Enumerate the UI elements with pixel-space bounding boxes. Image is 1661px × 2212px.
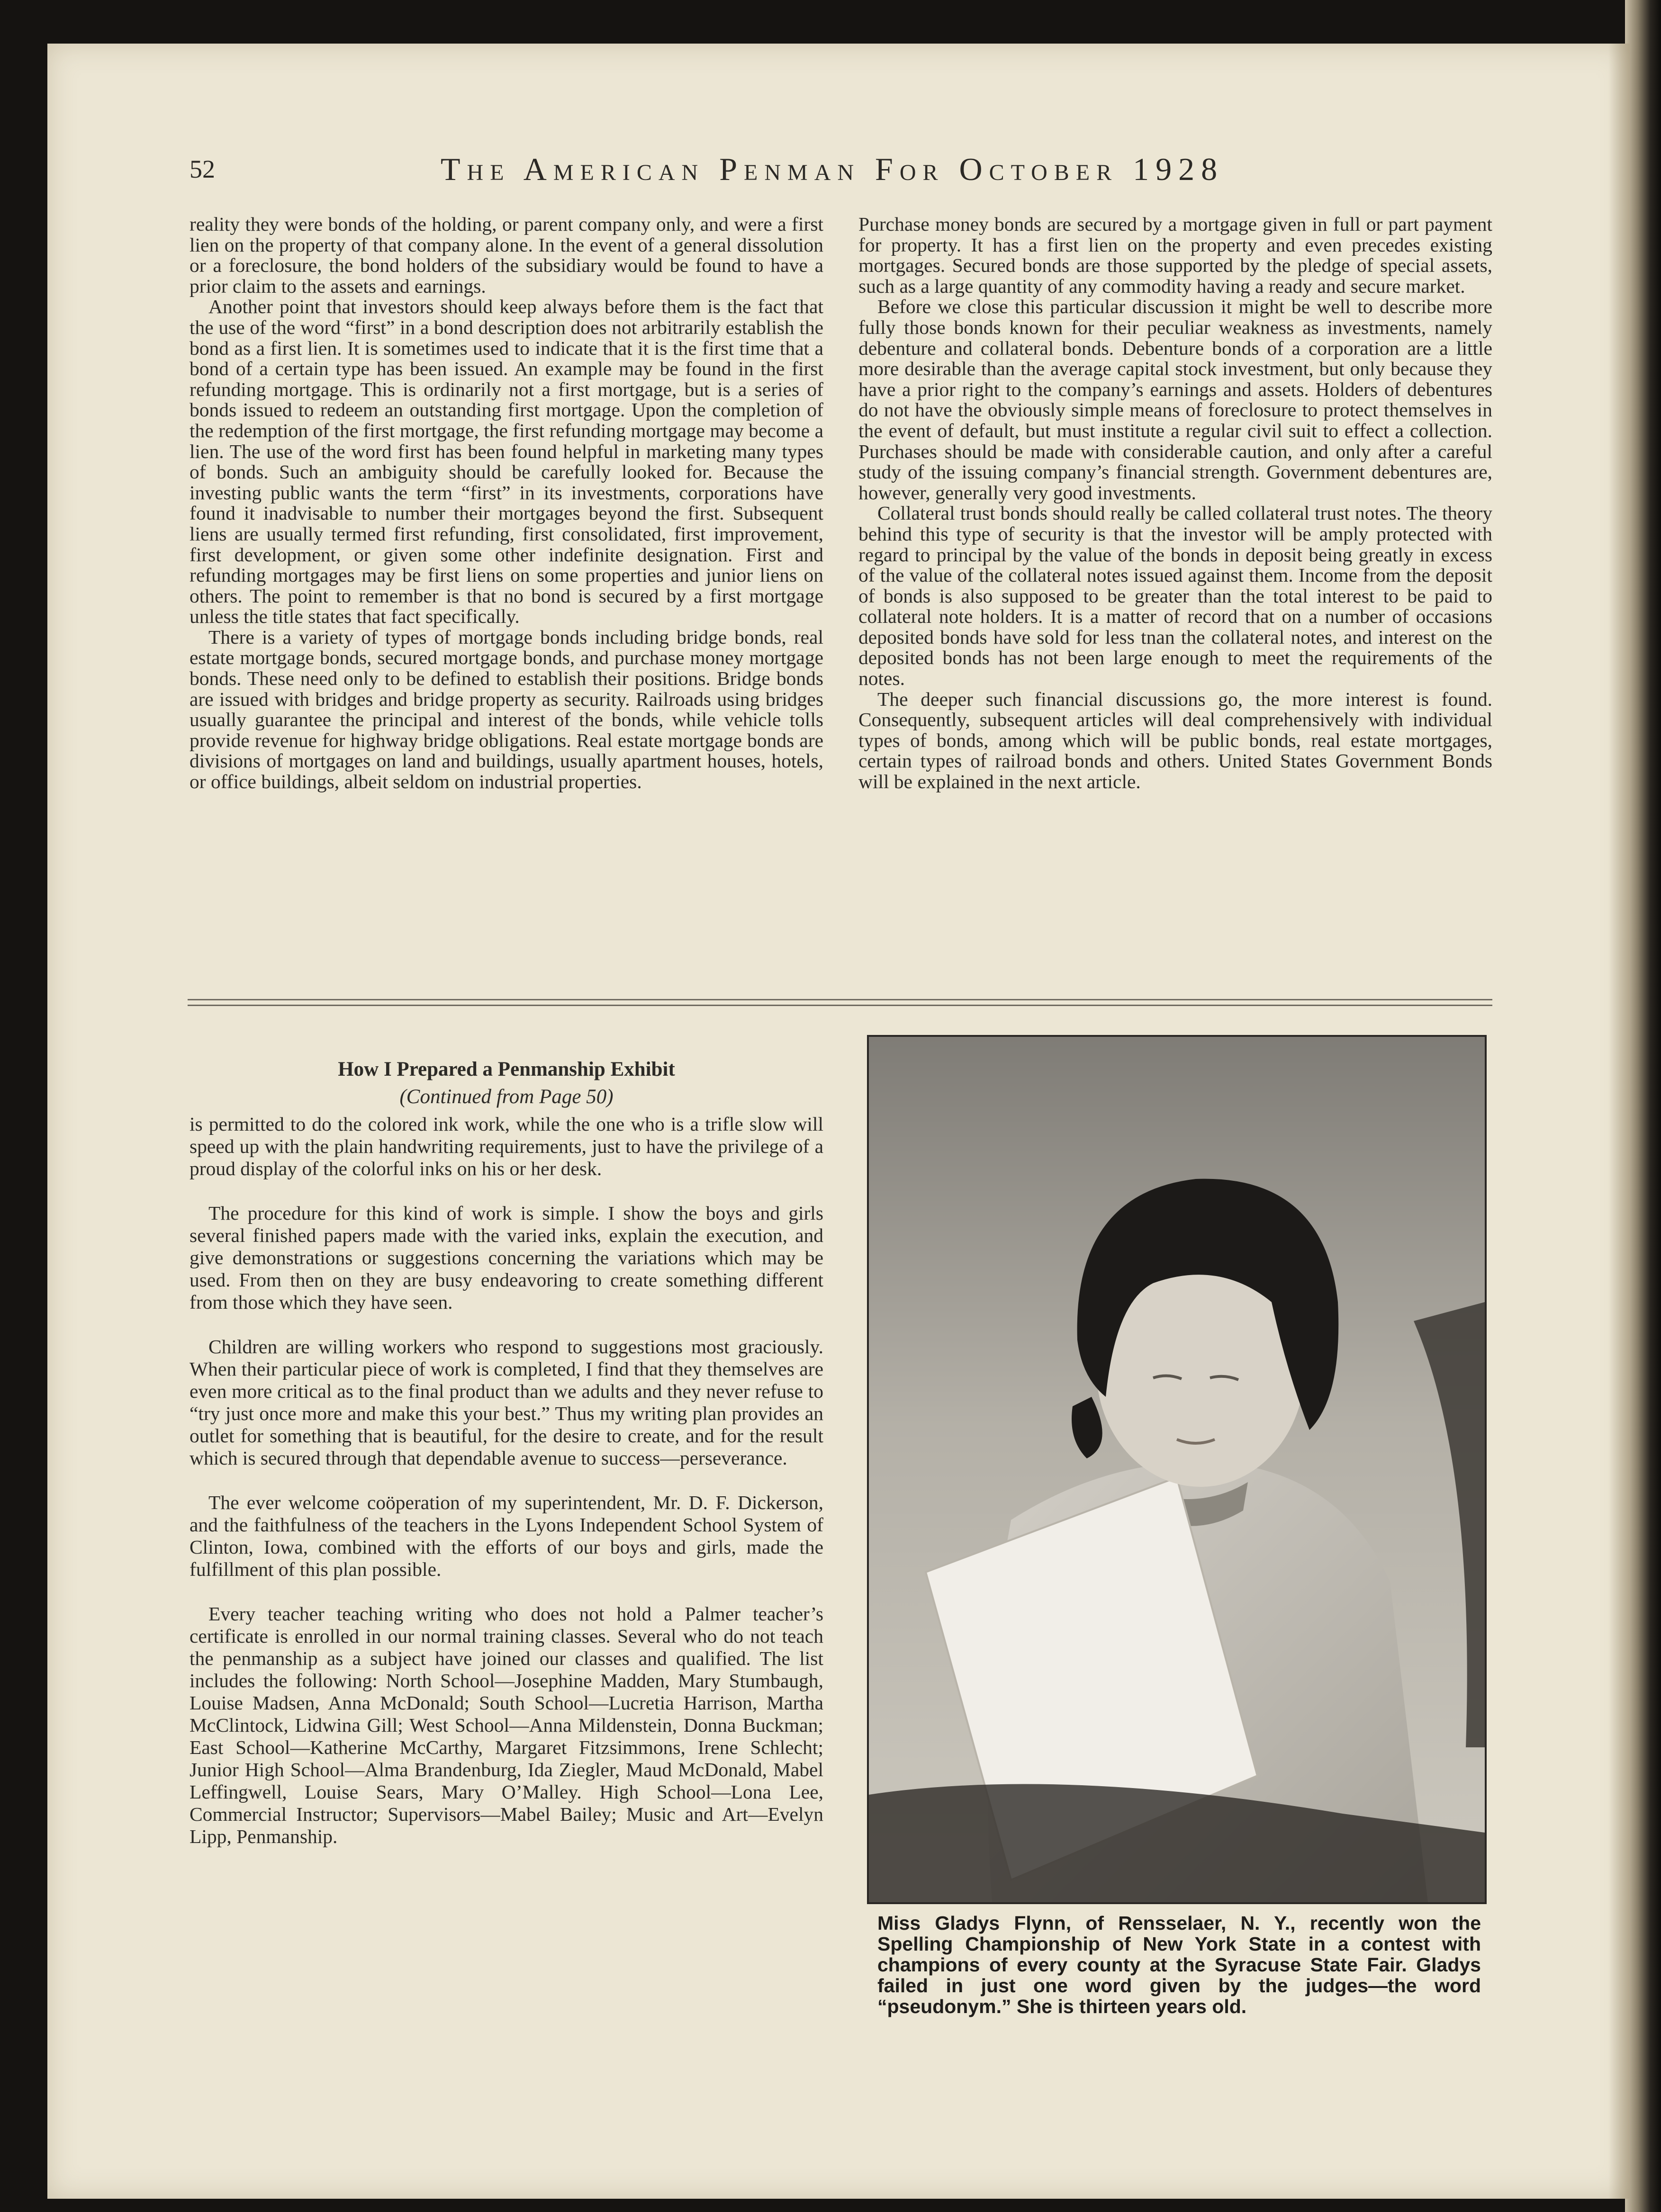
- paragraph: is permitted to do the colored ink work, while the one who is a trifle slow will speed up with the plain handwriting requirements, just to have the privilege of a proud display of the colorful inks on his or her desk.: [190, 1113, 823, 1179]
- paragraph: Every teacher teaching writing who does not hold a Palmer teacher’s certificate is enrolled in our normal training classes. Several who do not teach the penmanship as a subject have joined our classes and qualified. The list includes the following: North School—Josephine Madden, Mary Stumbaugh, Louise Madsen, Anna McDonald; South School—Lucretia Harrison, Martha McClintock, Lidwina Gill; West School—Anna Mildenstein, Donna Buckman; East School—Katherine McCarthy, Margaret Fitzsimmons, Irene Schlecht; Junior High School—Alma Brandenburg, Ida Ziegler, Maud McDonald, Mabel Leffingwell, Louise Sears, Mary O’Malley. High School—Lona Lee, Commercial Instructor; Supervisors—Mabel Bailey; Music and Art—Evelyn Lipp, Penmanship.: [190, 1603, 823, 1847]
- paragraph: There is a variety of types of mortgage bonds including bridge bonds, real estate mortgage bonds, secured mortgage bonds, and purchase money mortgage bonds. These need only to be defined to establish their positions. Bridge bonds are issued with bridges and bridge property as security. Railroads using bridges usually guarantee the principal and interest of the bonds, while vehicle tolls provide revenue for highway bridge obligations. Real estate mortgage bonds are divisions of mortgages on land and buildings, usually apartment houses, hotels, or office buildings, albeit seldom on industrial properties.: [190, 626, 823, 793]
- section-divider-rule: [188, 999, 1492, 1000]
- paragraph: Before we close this particular discussion it might be well to describe more fully those bonds known for their peculiar weakness as investments, namely debenture and collateral bonds. Debenture bonds of a corporation are a little more desirable than the average capital stock investment, but only because they have a prior right to the company’s earnings and assets. Holders of debentures do not have the obviously simple means of foreclosure to protect themselves in the event of default, but must institute a regular civil suit to effect a collection. Purchases should be made with considerable caution, and only after a careful study of the issuing company’s financial strength. Government debentures are, however, generally very good investments.: [858, 296, 1492, 504]
- section-divider-rule: [188, 1005, 1492, 1006]
- paragraph: reality they were bonds of the holding, or parent company only, and were a first lien on the property of that company alone. In the event of a general dissolution or a foreclosure, the bond holders of the subsidiary would be found to have a prior claim to the assets and earnings.: [190, 213, 823, 297]
- scan-background-edge: [1625, 0, 1661, 2212]
- page-number: 52: [190, 155, 215, 183]
- running-title: The American Penman For October 1928: [441, 151, 1224, 187]
- girl-reading-illustration: [869, 1037, 1485, 1902]
- page-header: [190, 151, 1630, 198]
- page-gutter-shadow: [1608, 44, 1630, 2199]
- continued-note: (Continued from Page 50): [399, 1086, 614, 1108]
- exhibit-article: [190, 1057, 823, 1870]
- paragraph: Collateral trust bonds should really be called collateral trust notes. The theory behind this type of security is that the investor will be amply protected with regard to principal by the value of the bonds in deposit being greatly in excess of the value of the collateral notes issued against them. Income from the deposit of bonds is also supposed to be greater than the total interest to be paid to collateral note holders. It is a matter of record that on a number of occasions deposited bonds have sold for less tnan the collateral notes, and interest on the deposited bonds has not been large enough to meet the requirements of the notes.: [858, 502, 1492, 690]
- paragraph: Another point that investors should keep always before them is the fact that the use of the word “first” in a bond description does not arbitrarily establish the bond as a first lien. It is sometimes used to indicate that it is the first time that a bond of a certain type has been issued. An example may be found in the first refunding mortgage. This is ordinarily not a first mortgage, but is a series of bonds issued to redeem an outstanding first mortgage. Upon the completion of the redemption of the first mortgage, the first refunding mortgage may become a lien. The use of the word first has been found helpful in marketing many types of bonds. Such an ambiguity should be carefully looked for. Because the investing public wants the term “first” in its investments, corporations have found it inadvisable to number their mortgages beyond the first. Subsequent liens are usually termed first refunding, first consolidated, first improvement, first development, or given some other indefinite designation. First and refunding mortgages may be first liens on some properties and junior liens on others. The point to remember is that no bond is secured by a first mortgage unless the title states that fact specifically.: [190, 296, 823, 628]
- portrait-photo: [867, 1035, 1487, 1904]
- photo-caption: Miss Gladys Flynn, of Rensselaer, N. Y., recently won the Spelling Championship of New York State in a contest with champions of every county at the Syracuse State Fair. Gladys failed in just one word given by the judges—the word “pseudonym.” She is thirteen years old.: [877, 1912, 1481, 2017]
- article-title: How I Prepared a Penmanship Exhibit: [338, 1058, 675, 1080]
- paragraph: Children are willing workers who respond to suggestions most graciously. When their particular piece of work is completed, I find that they themselves are even more critical as to the final product than we adults and they never refuse to “try just once more and make this your best.” Thus my writing plan provides an outlet for something that is beautiful, for the desire to create, and for the result which is secured through that dependable avenue to success—perseverance.: [190, 1336, 823, 1469]
- bonds-article-right-column: [858, 214, 1492, 792]
- bonds-article-left-column: [190, 214, 823, 792]
- paragraph: The procedure for this kind of work is simple. I show the boys and girls several finished papers made with the varied inks, explain the execution, and give demonstrations or suggestions concerning the variations which may be used. From then on they are busy endeavoring to create something different from those which they have seen.: [190, 1202, 823, 1313]
- paragraph: The ever welcome coöperation of my superintendent, Mr. D. F. Dickerson, and the faithfulness of the teachers in the Lyons Independent School System of Clinton, Iowa, combined with the efforts of our boys and girls, made the fulfillment of this plan possible.: [190, 1492, 823, 1580]
- paragraph: The deeper such financial discussions go, the more interest is found. Consequently, subsequent articles will deal comprehensively with individual types of bonds, among which will be public bonds, real estate mortgages, certain types of railroad bonds and others. United States Government Bonds will be explained in the next article.: [858, 688, 1492, 793]
- paragraph: Purchase money bonds are secured by a mortgage given in full or part payment for property. It has a first lien on the property and even precedes existing mortgages. Secured bonds are those supported by the pledge of special assets, such as a large quantity of any commodity having a ready and secure market.: [858, 213, 1492, 297]
